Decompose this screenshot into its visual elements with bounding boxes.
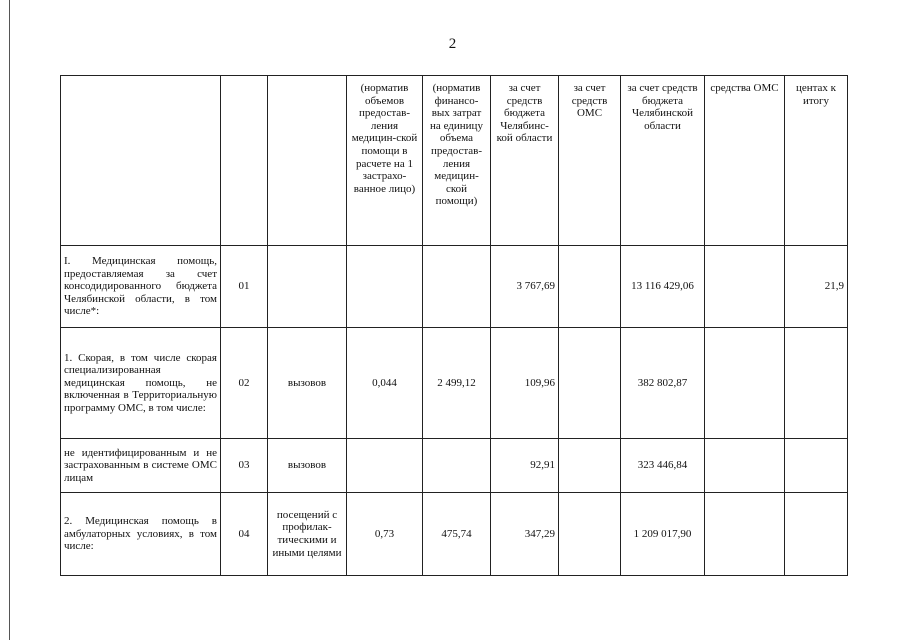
- page-number: 2: [448, 36, 457, 52]
- header-unit: [268, 76, 347, 246]
- row-per-capita-budget: 109,96: [491, 328, 559, 439]
- row-code: 01: [221, 246, 268, 328]
- row-percent: [785, 328, 848, 439]
- page-left-edge: [9, 0, 10, 640]
- table-row: [61, 439, 848, 493]
- row-unit: посещений с профилак-тическими и иными целями: [268, 493, 347, 576]
- row-percent: 21,9: [785, 246, 848, 328]
- row-per-capita-budget: 92,91: [491, 439, 559, 493]
- row-norm-cost: [423, 439, 491, 493]
- row-norm-cost: 475,74: [423, 493, 491, 576]
- row-per-capita-oms: [559, 493, 621, 576]
- table-row: [61, 246, 848, 328]
- row-per-capita-oms: [559, 439, 621, 493]
- table-row: [61, 493, 848, 576]
- table-header-row: [61, 76, 848, 246]
- header-total-budget: за счет средств бюджета Челябинской области: [621, 76, 705, 246]
- row-total-budget: 13 116 429,06: [621, 246, 705, 328]
- header-name: [61, 76, 221, 246]
- row-norm-volume: [347, 246, 423, 328]
- program-cost-table: [60, 75, 848, 576]
- row-unit: вызовов: [268, 328, 347, 439]
- row-name: 2. Медицинская помощь в амбулаторных условиях, в том числе:: [61, 493, 221, 576]
- row-total-oms: [705, 328, 785, 439]
- row-norm-cost: [423, 246, 491, 328]
- row-code: 03: [221, 439, 268, 493]
- row-total-budget: 382 802,87: [621, 328, 705, 439]
- row-code: 04: [221, 493, 268, 576]
- row-total-budget: 323 446,84: [621, 439, 705, 493]
- row-total-oms: [705, 246, 785, 328]
- header-per-capita-budget: за счет средств бюджета Челябинс-кой области: [491, 76, 559, 246]
- table-row: [61, 328, 848, 439]
- row-total-oms: [705, 439, 785, 493]
- row-total-oms: [705, 493, 785, 576]
- row-unit: [268, 246, 347, 328]
- header-total-oms: средства ОМС: [705, 76, 785, 246]
- row-percent: [785, 439, 848, 493]
- header-percent: центах к итогу: [785, 76, 848, 246]
- row-name: 1. Скорая, в том числе скорая специализированная медицинская помощь, не включенная в Территориальную программу ОМС, в том числе:: [61, 328, 221, 439]
- row-name: не идентифицированным и не застрахованным в системе ОМС лицам: [61, 439, 221, 493]
- row-norm-cost: 2 499,12: [423, 328, 491, 439]
- row-per-capita-oms: [559, 328, 621, 439]
- row-per-capita-oms: [559, 246, 621, 328]
- row-code: 02: [221, 328, 268, 439]
- row-percent: [785, 493, 848, 576]
- row-norm-volume: [347, 439, 423, 493]
- row-name: I. Медицинская помощь, предоставляемая за счет консодидированного бюджета Челябинской области, в том числе*:: [61, 246, 221, 328]
- row-total-budget: 1 209 017,90: [621, 493, 705, 576]
- header-norm-cost: (норматив финансо-вых затрат на единицу объема предостав-ления медицин-ской помощи): [423, 76, 491, 246]
- row-per-capita-budget: 3 767,69: [491, 246, 559, 328]
- header-code: [221, 76, 268, 246]
- row-unit: вызовов: [268, 439, 347, 493]
- row-norm-volume: 0,044: [347, 328, 423, 439]
- row-norm-volume: 0,73: [347, 493, 423, 576]
- header-norm-volume: (норматив объемов предостав-ления медицин-ской помощи в расчете на 1 застрахо-ванное лицо): [347, 76, 423, 246]
- header-per-capita-oms: за счет средств ОМС: [559, 76, 621, 246]
- row-per-capita-budget: 347,29: [491, 493, 559, 576]
